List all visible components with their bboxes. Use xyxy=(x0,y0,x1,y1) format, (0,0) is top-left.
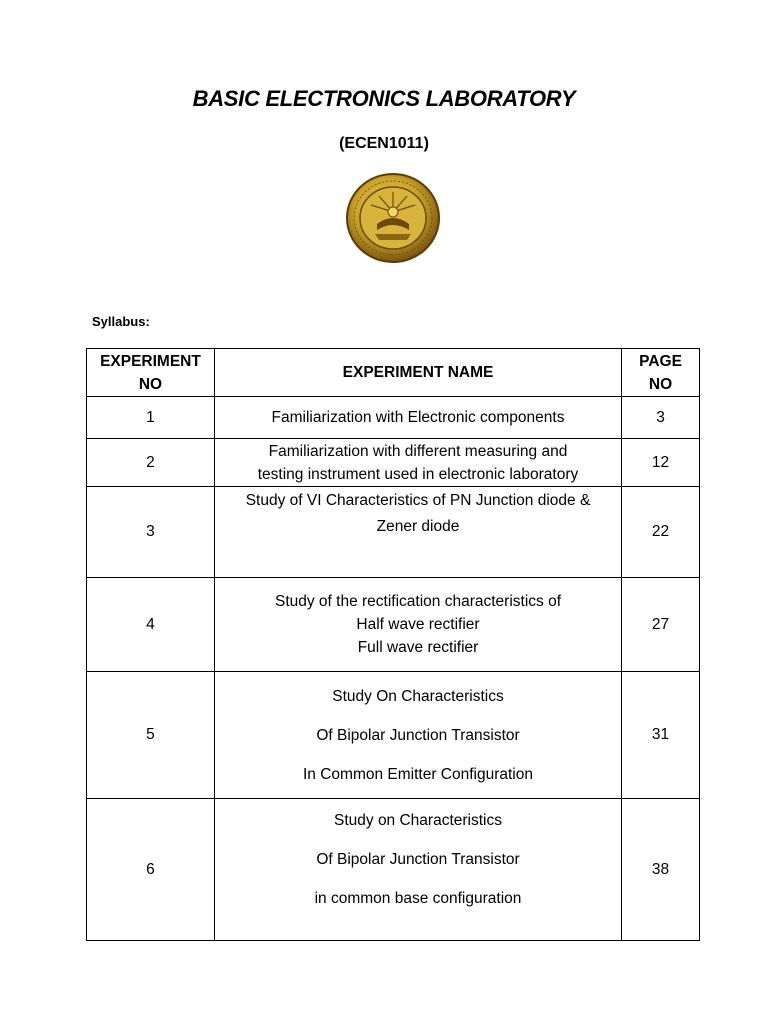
table-header-row xyxy=(87,349,700,397)
page-number: 3 xyxy=(622,397,700,439)
table-row xyxy=(87,578,700,672)
table-row xyxy=(87,439,700,487)
institute-seal-icon xyxy=(345,172,441,264)
header-page-no: PAGE NO xyxy=(622,349,700,397)
table-row xyxy=(87,487,700,578)
experiment-name: Study of VI Characteristics of PN Junction diode & Zener diode xyxy=(214,487,621,578)
table-row xyxy=(87,397,700,439)
experiment-number: 6 xyxy=(87,799,215,941)
experiment-number: 2 xyxy=(87,439,215,487)
experiment-name: Familiarization with Electronic components xyxy=(214,397,621,439)
syllabus-label: Syllabus: xyxy=(92,314,150,329)
course-code: (ECEN1011) xyxy=(339,135,429,152)
page-number: 22 xyxy=(622,487,700,578)
experiment-number: 4 xyxy=(87,578,215,672)
experiment-name: Familiarization with different measuring and testing instrument used in electronic laboratory xyxy=(214,439,621,487)
header-experiment-name: EXPERIMENT NAME xyxy=(214,349,621,397)
experiment-name: Study on Characteristics Of Bipolar Junction Transistor in common base configuration xyxy=(214,799,621,941)
experiment-name: Study On Characteristics Of Bipolar Junction Transistor In Common Emitter Configuration xyxy=(214,672,621,799)
experiment-name: Study of the rectification characteristics of Half wave rectifier Full wave rectifier xyxy=(214,578,621,672)
header-experiment-no: EXPERIMENT NO xyxy=(87,349,215,397)
document-title: BASIC ELECTRONICS LABORATORY xyxy=(192,86,576,111)
page-number: 31 xyxy=(622,672,700,799)
table-row xyxy=(87,672,700,799)
syllabus-table xyxy=(86,348,700,941)
page-number: 12 xyxy=(622,439,700,487)
experiment-number: 3 xyxy=(87,487,215,578)
experiment-number: 1 xyxy=(87,397,215,439)
experiment-number: 5 xyxy=(87,672,215,799)
table-row xyxy=(87,799,700,941)
page-number: 27 xyxy=(622,578,700,672)
page-number: 38 xyxy=(622,799,700,941)
